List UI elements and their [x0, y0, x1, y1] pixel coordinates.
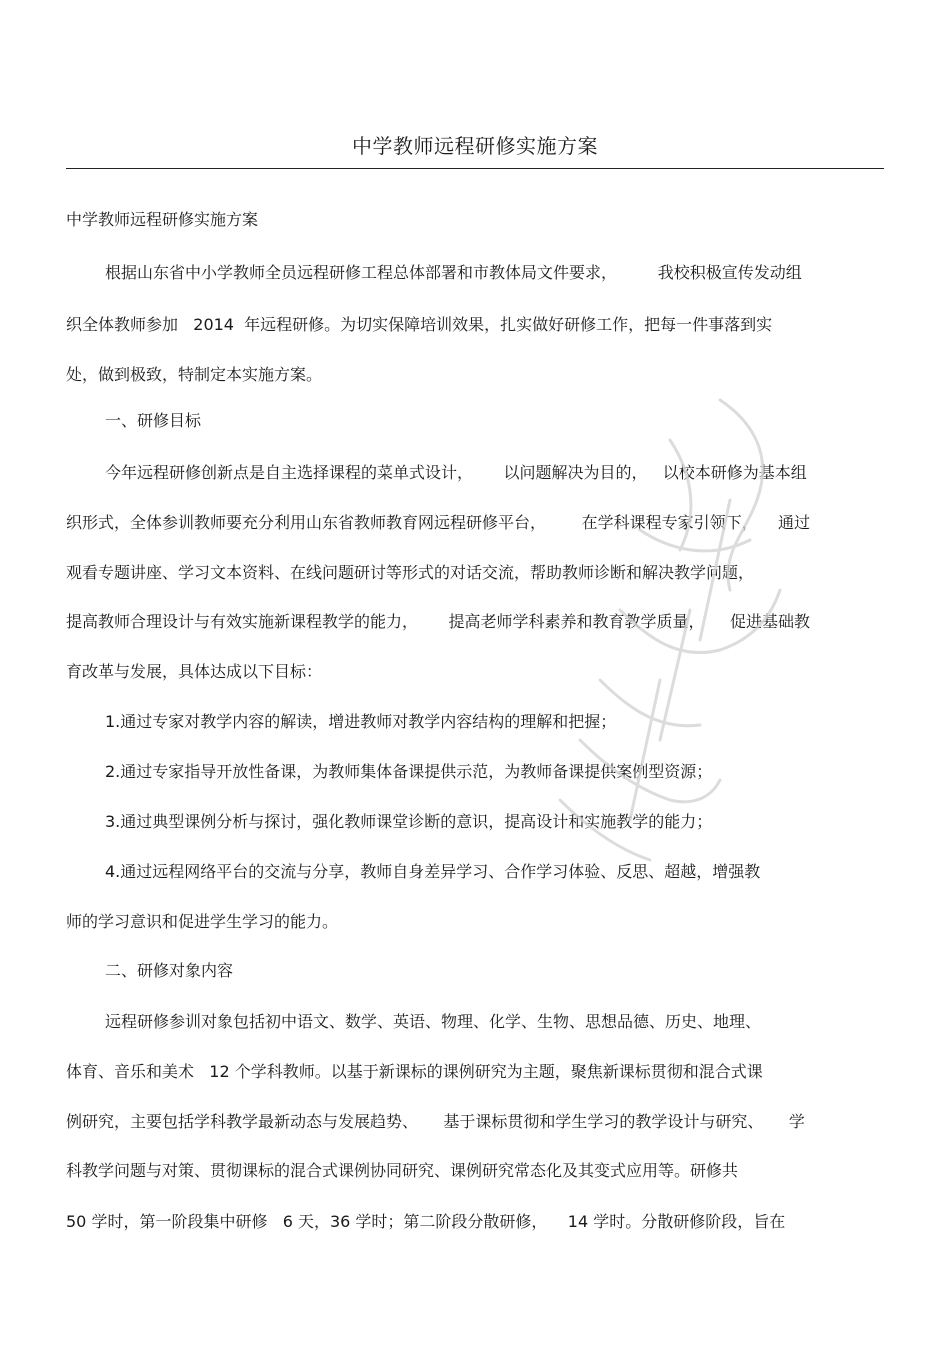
list-item: 1.通过专家对教学内容的解读，增进教师对教学内容结构的理解和把握； [105, 712, 617, 731]
list-item: 2.通过专家指导开放性备课，为教师集体备课提供示范，为教师备课提供案例型资源； [105, 762, 713, 781]
body-line: 50 学时，第一阶段集中研修 6 天，36 学时；第二阶段分散研修， 14 学时。分散研修阶段，旨在 [66, 1212, 786, 1231]
body-line: 根据山东省中小学教师全员远程研修工程总体部署和市教体局文件要求， 我校积极宣传发动组 [105, 263, 802, 282]
body-line: 师的学习意识和促进学生学习的能力。 [66, 912, 339, 931]
section-heading: 一、研修目标 [105, 411, 202, 430]
section-heading: 二、研修对象内容 [105, 961, 234, 980]
body-line: 织全体教师参加 2014 年远程研修。为切实保障培训效果，扎实做好研修工作，把每一件事落到实 [66, 315, 773, 334]
body-line: 育改革与发展，具体达成以下目标： [66, 662, 323, 681]
list-item: 4.通过远程网络平台的交流与分享，教师自身差异学习、合作学习体验、反思、超越，增强教 [105, 862, 761, 881]
body-line: 体育、音乐和美术 12 个学科教师。以基于新课标的课例研究为主题，聚焦新课标贯彻和混合式课 [66, 1062, 763, 1081]
page-title: 中学教师远程研修实施方案 [352, 134, 598, 158]
body-line: 远程研修参训对象包括初中语文、数学、英语、物理、化学、生物、思想品德、历史、地理、 [105, 1012, 762, 1031]
subtitle-line: 中学教师远程研修实施方案 [66, 210, 259, 229]
title-divider [66, 168, 884, 169]
body-line: 提高教师合理设计与有效实施新课程教学的能力， 提高老师学科素养和教育教学质量， 促进基础教 [66, 612, 810, 631]
body-line: 织形式，全体参训教师要充分利用山东省教师教育网远程研修平台， 在学科课程专家引领下， 通过 [66, 513, 810, 532]
body-line: 今年远程研修创新点是自主选择课程的菜单式设计， 以问题解决为目的， 以校本研修为基本组 [105, 463, 807, 482]
body-line: 观看专题讲座、学习文本资料、在线问题研讨等形式的对话交流，帮助教师诊断和解决教学问题， [66, 563, 755, 582]
body-line: 例研究，主要包括学科教学最新动态与发展趋势、 基于课标贯彻和学生学习的教学设计与研究、 学 [66, 1112, 805, 1131]
list-item: 3.通过典型课例分析与探讨，强化教师课堂诊断的意识，提高设计和实施教学的能力； [105, 812, 713, 831]
body-line: 处，做到极致，特制定本实施方案。 [66, 365, 323, 384]
body-line: 科教学问题与对策、贯彻课标的混合式课例协同研究、课例研究常态化及其变式应用等。研修共 [66, 1161, 739, 1180]
